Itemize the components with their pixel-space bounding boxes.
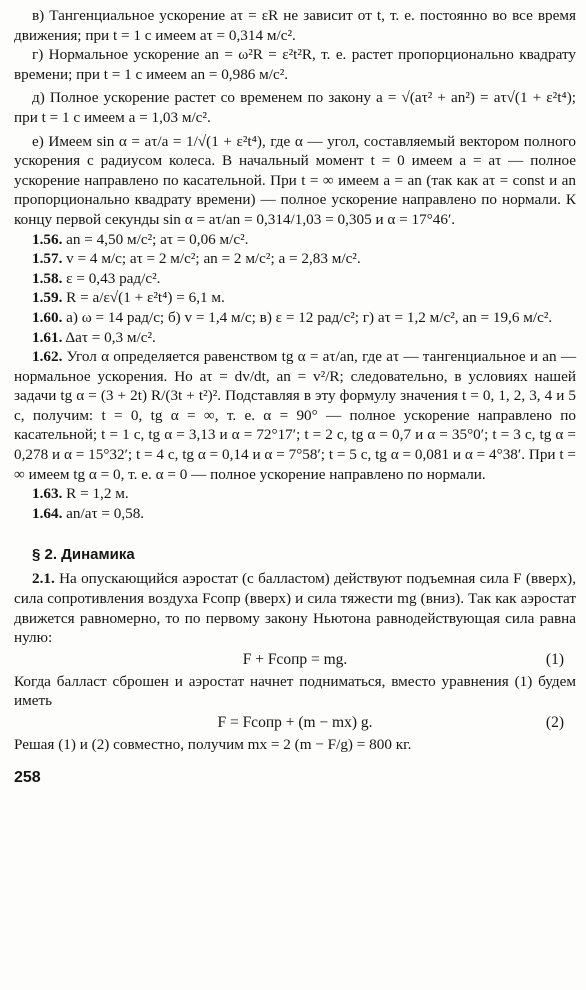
answer-1-64: [14, 504, 576, 524]
answer-number: 1.56.: [32, 230, 63, 248]
equation-1: [14, 648, 576, 672]
paragraph-e: е) Имеем sin α = aτ/a = 1/√(1 + ε²t⁴), где α — угол, составляемый вектором полного ускорения с радиусом колеса. В начальный момент t = 0 имеем a = aτ — полное ускорение направлено по касательной. При t = ∞ имеем a = an (так как aτ = const и an пропорционально квадрату времени) — полное ускорение направлено по нормали. К концу первой секунды sin α = aτ/an = 0,314/1,03 = 0,305 и α = 17°46′.: [14, 132, 576, 228]
answer-number: 1.61.: [32, 328, 63, 346]
equation-body: F = Fсопр + (m − mx) g.: [217, 714, 373, 731]
problem-2-1: [14, 569, 576, 647]
paragraph-g: г) Нормальное ускорение an = ω²R = ε²t²R, т. е. растет пропорционально квадрату времени; при t = 1 с имеем an = 0,986 м/с².: [14, 46, 576, 83]
answer-1-60: [14, 308, 576, 328]
equation-body: F + Fсопр = mg.: [242, 650, 348, 668]
equation-2: [14, 711, 576, 735]
answer-text: an = 4,50 м/с²; aτ = 0,06 м/с².: [66, 230, 249, 248]
answer-number: 1.58.: [32, 269, 63, 287]
answer-1-56: [14, 230, 576, 250]
equation-number: (1): [545, 650, 564, 668]
answer-1-63: [14, 484, 576, 504]
answer-text: Δaτ = 0,3 м/с².: [65, 328, 156, 346]
answer-text: ε = 0,43 рад/с².: [66, 269, 161, 287]
answer-1-59: [14, 288, 576, 308]
answer-1-62: [14, 347, 576, 484]
answer-number: 1.64.: [32, 504, 63, 522]
page-number: 258: [14, 768, 41, 786]
answer-number: 1.60.: [32, 308, 63, 326]
answer-number: 1.62.: [32, 348, 63, 366]
paragraph-solution: Решая (1) и (2) совместно, получим mx = 2 (m − F/g) = 800 кг.: [14, 736, 412, 753]
answer-number: 1.57.: [32, 250, 63, 268]
answer-text: an/aτ = 0,58.: [66, 504, 145, 522]
answer-number: 1.59.: [32, 289, 63, 307]
answer-1-58: [14, 269, 576, 289]
paragraph-ballast: Когда балласт сброшен и аэростат начнет подниматься, вместо уравнения (1) будем иметь: [14, 672, 576, 710]
answer-text: Угол α определяется равенством tg α = aτ/an, где aτ — тангенциальное и an — нормальное ускорения. Но aτ = dv/dt, an = v²/R; следовательно, в условиях нашей задачи tg α = (3 + 2t) R/(3t + t²)². Подставляя в эту формулу значения t = 0, 1, 2, 3, 4 и 5 с, получим: t = 0, tg α = ∞, т. е. α = 90° — полное ускорение направлено по касательной; t = 1 с, tg α = 3,13 и α = 72°17′; t = 2 с, tg α = 0,7 и α = 35°0′; t = 3 с, tg α = 0,278 и α = 15°32′; t = 4 с, tg α = 0,14 и α = 7°58′; t = 5 с, tg α = 0,081 и α = 4°38′. При t = ∞ имеем tg α = 0, т. е. α = 0 — полное ускорение направлено по нормали.: [14, 348, 577, 483]
answer-1-61: [14, 328, 576, 348]
paragraph-v: в) Тангенциальное ускорение aτ = εR не зависит от t, т. е. постоянно во все время движения; при t = 1 с имеем aτ = 0,314 м/с².: [14, 7, 576, 44]
answer-text: R = 1,2 м.: [66, 485, 129, 503]
answer-text: v = 4 м/с; aτ = 2 м/с²; an = 2 м/с²; a = 2,83 м/с².: [66, 250, 361, 268]
problem-number: 2.1.: [32, 570, 55, 588]
answer-1-57: [14, 249, 576, 269]
problem-text: На опускающийся аэростат (с балластом) действуют подъемная сила F (вверх), сила сопротивления воздуха Fсопр (вверх) и сила тяжести mg (вниз). Так как аэростат движется равномерно, то по первому закону Ньютона равнодействующая сила равна нулю:: [14, 570, 576, 647]
section-heading: § 2. Динамика: [32, 546, 135, 564]
answer-number: 1.63.: [32, 485, 63, 503]
answer-text: а) ω = 14 рад/с; б) v = 1,4 м/с; в) ε = 12 рад/с²; г) aτ = 1,2 м/с², an = 19,6 м/с².: [66, 308, 553, 326]
equation-number: (2): [545, 714, 564, 731]
paragraph-d: д) Полное ускорение растет со временем по закону a = √(aτ² + an²) = aτ√(1 + ε²t⁴); при t = 1 с имеем a = 1,03 м/с².: [14, 89, 576, 126]
answer-text: R = a/ε√(1 + ε²t⁴) = 6,1 м.: [66, 289, 225, 307]
